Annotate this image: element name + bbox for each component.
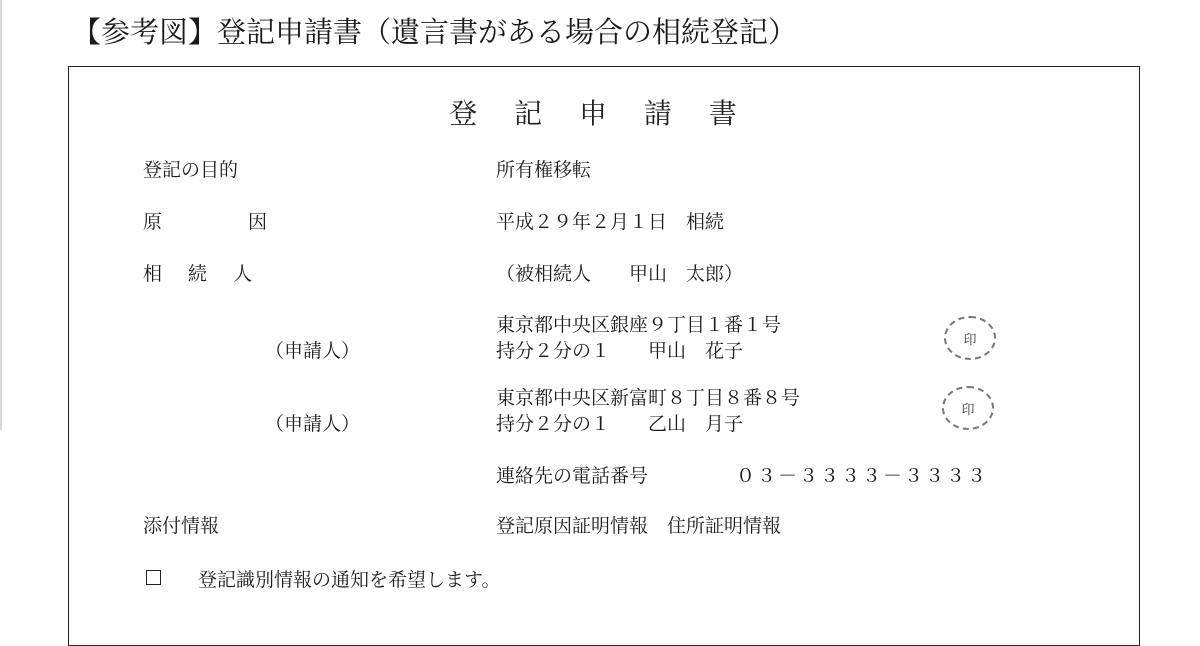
applicant-2-share: 持分２分の１ 乙山 月子 (496, 413, 744, 435)
applicant-2-seal: 印 (942, 386, 994, 430)
cause-value: 平成２９年２月１日 相続 (496, 211, 725, 233)
contact-label: 連絡先の電話番号 (496, 465, 649, 487)
applicant-1-role: （申請人） (265, 340, 361, 362)
heir-value: （被相続人 甲山 太郎） (496, 263, 744, 285)
attachments-value: 登記原因証明情報 住所証明情報 (496, 515, 782, 537)
applicant-1-share: 持分２分の１ 甲山 花子 (496, 340, 744, 362)
contact-phone: ０３－３３３３－３３３３ (736, 465, 989, 487)
heir-label: 相 続 人 (143, 263, 263, 285)
purpose-label: 登記の目的 (143, 159, 239, 181)
form-title: 登 記 申 請 書 (449, 97, 751, 130)
notify-checkbox[interactable] (146, 570, 161, 585)
page-edge-line (0, 0, 2, 430)
applicant-2-role: （申請人） (265, 413, 361, 435)
cause-label-b: 因 (248, 211, 268, 233)
applicant-1-seal: 印 (944, 316, 996, 360)
purpose-value: 所有権移転 (496, 159, 592, 181)
applicant-1-address: 東京都中央区銀座９丁目１番１号 (496, 314, 782, 336)
cause-label-a: 原 (143, 211, 163, 233)
notify-text: 登記識別情報の通知を希望します。 (198, 569, 501, 591)
attachments-label: 添付情報 (143, 515, 220, 537)
page-caption: 【参考図】登記申請書（遺言書がある場合の相続登記） (72, 15, 798, 49)
applicant-2-address: 東京都中央区新富町８丁目８番８号 (496, 387, 801, 409)
